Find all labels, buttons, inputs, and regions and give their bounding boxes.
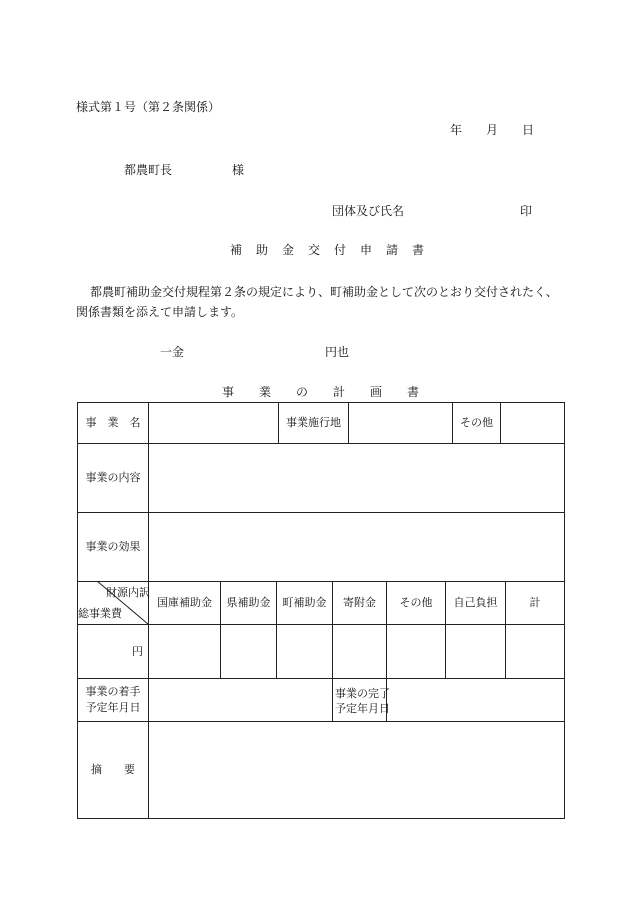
total-cost-yen-label: 円 xyxy=(132,645,143,658)
funding-amount-self[interactable] xyxy=(446,625,505,678)
content-field[interactable] xyxy=(149,444,564,512)
body-text-line-1: 都農町補助金交付規程第２条の規定により、町補助金として次のとおり交付されたく、 xyxy=(90,285,558,299)
funding-amount-total[interactable] xyxy=(506,625,564,678)
amount-prefix: 一金 xyxy=(160,345,185,359)
addressee-label: 都農町長 xyxy=(124,163,173,177)
location-field[interactable] xyxy=(349,403,452,443)
start-date-field[interactable] xyxy=(149,679,332,721)
summary-field[interactable] xyxy=(149,722,564,818)
total-cost-label: 総事業費 xyxy=(78,607,122,620)
funding-amount-donation[interactable] xyxy=(333,625,386,678)
other-field[interactable] xyxy=(501,403,564,443)
funding-header-total: 計 xyxy=(529,596,541,610)
effect-field[interactable] xyxy=(149,513,564,581)
document-title: 補助金交付申請書 xyxy=(230,243,439,257)
start-date-label xyxy=(78,679,148,721)
end-date-label-line-1: 事業の完了 xyxy=(335,687,390,700)
form-number-label: 様式第１号（第２条関係） xyxy=(76,100,221,114)
funding-header-prefecture: 県補助金 xyxy=(226,596,271,610)
applicant-label: 団体及び氏名 xyxy=(332,204,405,218)
funding-amount-town[interactable] xyxy=(277,625,332,678)
funding-amount-national[interactable] xyxy=(149,625,220,678)
funding-header-national: 国庫補助金 xyxy=(157,596,212,610)
seal-label: 印 xyxy=(520,204,533,218)
date-day-label: 日 xyxy=(522,123,535,137)
summary-label: 摘 要 xyxy=(91,763,135,777)
funding-amount-other[interactable] xyxy=(387,625,445,678)
honorific-label: 様 xyxy=(232,163,245,177)
funding-breakdown-label: 財源内訳 xyxy=(106,586,150,599)
funding-header-town: 町補助金 xyxy=(282,596,327,610)
start-date-label-line-2: 予定年月日 xyxy=(85,701,141,714)
body-text-line-2: 関係書類を添えて申請します。 xyxy=(76,305,244,319)
funding-header-self: 自己負担 xyxy=(453,596,498,610)
project-name-field[interactable] xyxy=(149,403,278,443)
effect-label: 事業の効果 xyxy=(85,540,141,554)
end-date-label-line-2: 予定年月日 xyxy=(335,702,390,716)
content-label: 事業の内容 xyxy=(85,471,141,485)
start-date-label-line-1: 事業の着手 xyxy=(85,685,141,699)
other-label: その他 xyxy=(460,416,493,430)
plan-title: 事業の計画書 xyxy=(222,385,445,399)
funding-header-donation: 寄附金 xyxy=(343,596,376,610)
project-name-label: 事 業 名 xyxy=(85,416,141,430)
date-month-label: 月 xyxy=(486,123,499,137)
end-date-field[interactable] xyxy=(387,679,564,721)
location-label: 事業施行地 xyxy=(286,416,341,430)
end-date-label xyxy=(335,686,390,717)
funding-header-other: その他 xyxy=(399,596,433,610)
amount-suffix: 円也 xyxy=(325,345,350,359)
funding-amount-prefecture[interactable] xyxy=(221,625,276,678)
date-year-label: 年 xyxy=(450,123,463,137)
